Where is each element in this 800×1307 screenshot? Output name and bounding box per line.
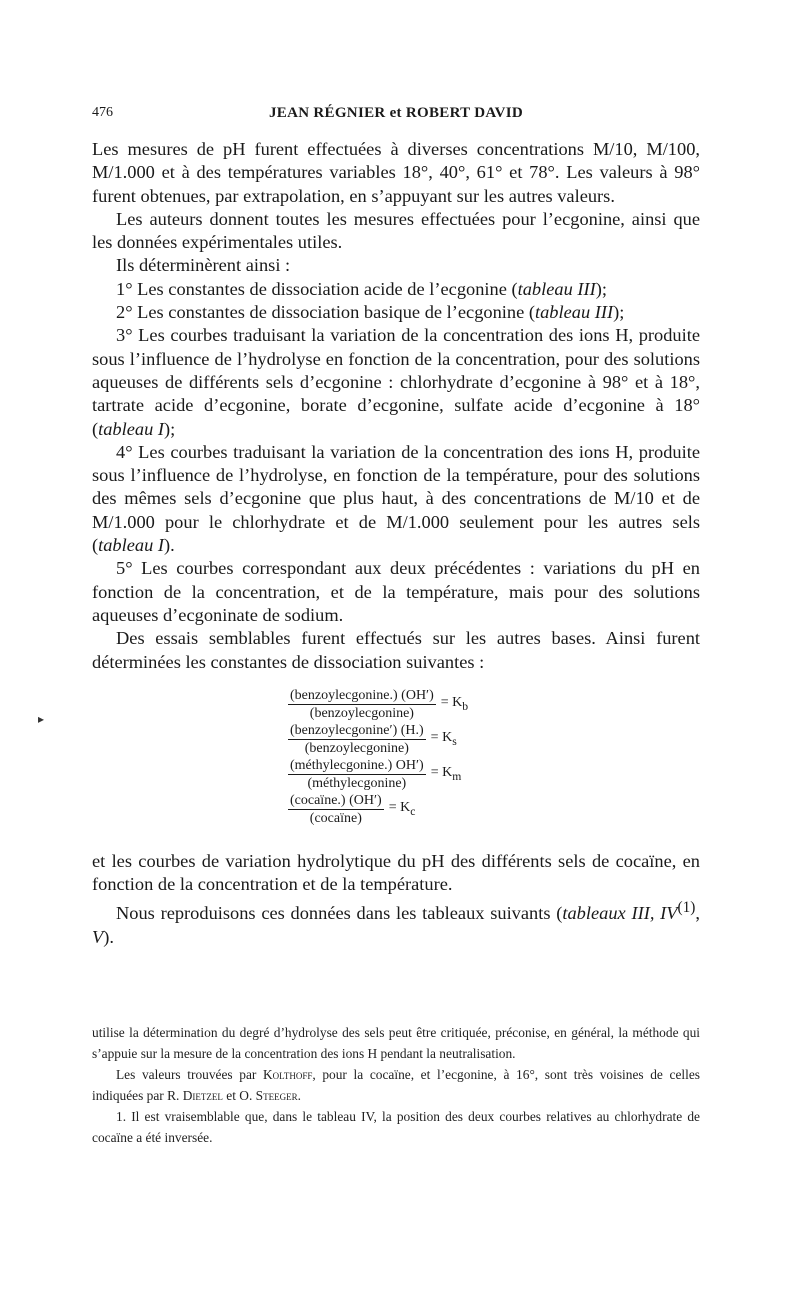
list-item-1: 1° Les constantes de dissociation acide de l’ecgonine (tableau III); <box>116 278 607 299</box>
footnote-kolthoff: Les valeurs trouvées par Kolthoff, pour la cocaïne, et l’ecgonine, à 16°, sont très voisines de celles indiquées par R. Dietzel et O. Steeger. <box>92 1067 700 1103</box>
formula-denominator: (benzoylecgonine) <box>304 740 409 756</box>
formula-numerator: (cocaïne.) (OH′) <box>290 792 382 808</box>
list-item-5: 5° Les courbes correspondant aux deux précédentes : variations du pH en fonction de la concentration, et de la température, mais pour des solutions aqueuses d’ecgoninate de sodium. <box>92 558 700 625</box>
author-name: R. Dietzel <box>167 1088 223 1103</box>
page-number: 476 <box>92 105 113 120</box>
table-reference: tableau III <box>517 278 596 299</box>
formula-denominator: (cocaïne) <box>309 810 362 826</box>
running-header <box>92 105 700 127</box>
table-reference: tableau I <box>98 418 165 439</box>
footnote-ref: (1) <box>677 899 696 917</box>
formula-constant: = $K_c$ <box>388 799 416 818</box>
author-name: O. Steeger <box>239 1088 298 1103</box>
table-reference: V <box>92 926 104 947</box>
formula-km <box>288 757 518 792</box>
formula-constant: = $K_b$ <box>440 694 469 713</box>
formula-ks <box>288 722 518 757</box>
formula-constant: = $K_m$ <box>430 764 462 783</box>
paragraph-hydrolytic-curves: et les courbes de variation hydrolytique du pH des différents sels de cocaïne, en fonction de la concentration et de la température. <box>92 850 700 895</box>
formula-numerator: (benzoylecgonine′) (H.) <box>290 722 424 738</box>
table-reference: tableau III <box>534 302 614 323</box>
margin-mark: ▸ <box>38 712 45 726</box>
formula-kc <box>288 792 518 827</box>
paragraph-determined: Ils déterminèrent ainsi : <box>116 255 291 276</box>
table-reference: tableau I <box>98 535 165 556</box>
footnote-continued: utilise la détermination du degré d’hydrolyse des sels peut être critiquée, préconise, en général, la méthode qui s’appuie sur la mesure de la concentration des ions H pendant la neutralisation. <box>92 1025 700 1061</box>
paragraph-tables: Nous reproduisons ces données dans les tableaux suivants (tableaux III, IV$^{(1)}$, V). <box>92 899 700 947</box>
dissociation-formulas <box>288 687 518 827</box>
running-title: JEAN RÉGNIER et ROBERT DAVID <box>268 105 524 121</box>
formula-kb <box>288 687 518 722</box>
footnote-1: 1. Il est vraisemblable que, dans le tableau IV, la position des deux courbes relatives au chlorhydrate de cocaïne a été inversée. <box>92 1109 700 1145</box>
table-reference: tableaux III, IV <box>562 903 678 924</box>
list-item-4: 4° Les courbes traduisant la variation de la concentration des ions H, produite sous l’influence de l’hydrolyse, en fonction de la température, pour des solutions des mêmes sels d’ecgonine que plus haut, à des concentrations de M/10 et de M/1.000 pour le chlorhydrate et de M/1.000 seulement pour les autres sels (tableau I). <box>92 441 700 556</box>
formula-denominator: (benzoylecgonine) <box>309 705 414 721</box>
paragraph-authors: Les auteurs donnent toutes les mesures effectuées pour l’ecgonine, ainsi que les données expérimentales utiles. <box>92 208 700 253</box>
formula-constant: = $K_s$ <box>430 729 457 748</box>
paragraph-other-bases: Des essais semblables furent effectués sur les autres bases. Ainsi furent déterminées les constantes de dissociation suivantes : <box>92 628 700 672</box>
formula-numerator: (méthylecgonine.) OH′) <box>290 757 424 773</box>
main-text <box>92 138 700 949</box>
paragraph-measures: Les mesures de pH furent effectuées à diverses concentrations M/10, M/100, M/1.000 et à des températures variables 18°, 40°, 61° et 78°. Les valeurs à 98° furent obtenues, par extrapolation, en s’appuyant sur les autres valeurs. <box>92 139 700 206</box>
author-name: Kolthoff <box>263 1067 313 1082</box>
footnotes <box>92 1022 700 1148</box>
formula-numerator: (benzoylecgonine.) (OH′) <box>290 687 434 703</box>
list-item-3: 3° Les courbes traduisant la variation de la concentration des ions H, produite sous l’influence de l’hydrolyse en fonction de la concentration, pour des solutions aqueuses de différents sels d’ecgonine : chlorhydrate d’ecgonine à 98° et à 18°, tartrate acide d’ecgonine, borate d’ecgonine, sulfate acide d’ecgonine à 18° (tableau I); <box>92 325 700 439</box>
formula-denominator: (méthylecgonine) <box>307 775 407 791</box>
list-item-2: 2° Les constantes de dissociation basique de l’ecgonine (tableau III); <box>116 302 625 323</box>
